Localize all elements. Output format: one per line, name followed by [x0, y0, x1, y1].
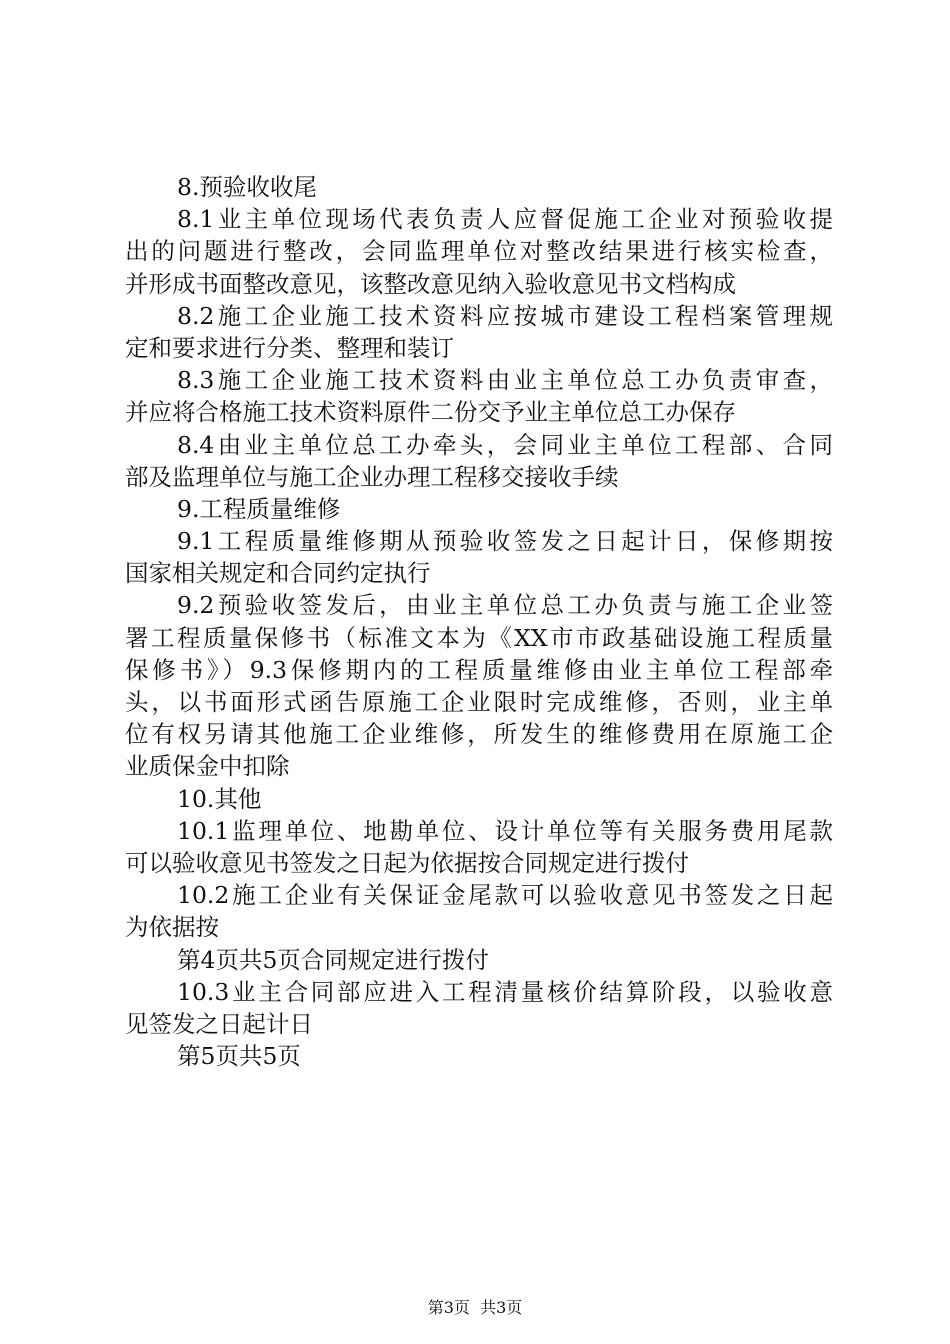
- text-line: 9.2预验收签发后，由业主单位总工办负责与施工企业签: [177, 591, 833, 620]
- text-line: 为依据按: [125, 913, 219, 942]
- text-line: 8.2施工企业施工技术资料应按城市建设工程档案管理规: [177, 301, 833, 330]
- text-line: 出的问题进行整改，会同监理单位对整改结果进行核实检查，: [125, 237, 833, 266]
- text-line: 10.3业主合同部应进入工程清量核价结算阶段，以验收意: [177, 977, 833, 1006]
- text-line: 10.1监理单位、地勘单位、设计单位等有关服务费用尾款: [177, 816, 833, 845]
- text-line: 见签发之日起计日: [125, 1009, 313, 1038]
- text-line: 9.1工程质量维修期从预验收签发之日起计日，保修期按: [177, 527, 833, 556]
- page-footer: 第3页 共3页: [427, 1298, 523, 1317]
- text-line: 第4页共5页合同规定进行拨付: [177, 945, 489, 974]
- text-line: 位有权另请其他施工企业维修，所发生的维修费用在原施工企: [125, 720, 833, 749]
- text-line: 8.4由业主单位总工办牵头，会同业主单位工程部、合同: [177, 430, 833, 459]
- text-line: 定和要求进行分类、整理和装订: [125, 333, 454, 362]
- text-line: 9.工程质量维修: [177, 494, 341, 523]
- text-line: 8.预验收收尾: [177, 173, 317, 201]
- text-line: 署工程质量保修书（标准文本为《XX市市政基础设施工程质量: [125, 623, 833, 652]
- text-line: 第5页共5页: [177, 1042, 301, 1071]
- text-line: 并形成书面整改意见，该整改意见纳入验收意见书文档构成: [125, 269, 736, 298]
- text-line: 部及监理单位与施工企业办理工程移交接收手续: [125, 462, 619, 491]
- text-line: 头，以书面形式函告原施工企业限时完成维修，否则，业主单: [125, 688, 833, 716]
- text-line: 8.3施工企业施工技术资料由业主单位总工办负责审查，: [177, 366, 833, 395]
- text-line: 业质保金中扣除: [125, 752, 290, 781]
- document-body: [125, 171, 833, 1072]
- text-line: 10.其他: [177, 784, 262, 813]
- text-line: 保修书》）9.3保修期内的工程质量维修由业主单位工程部牵: [125, 655, 833, 684]
- text-line: 可以验收意见书签发之日起为依据按合同规定进行拨付: [125, 848, 689, 877]
- text-line: 10.2施工企业有关保证金尾款可以验收意见书签发之日起: [177, 881, 833, 910]
- text-line: 8.1业主单位现场代表负责人应督促施工企业对预验收提: [177, 205, 833, 234]
- text-line: 并应将合格施工技术资料原件二份交予业主单位总工办保存: [125, 398, 736, 427]
- text-line: 国家相关规定和合同约定执行: [125, 559, 431, 588]
